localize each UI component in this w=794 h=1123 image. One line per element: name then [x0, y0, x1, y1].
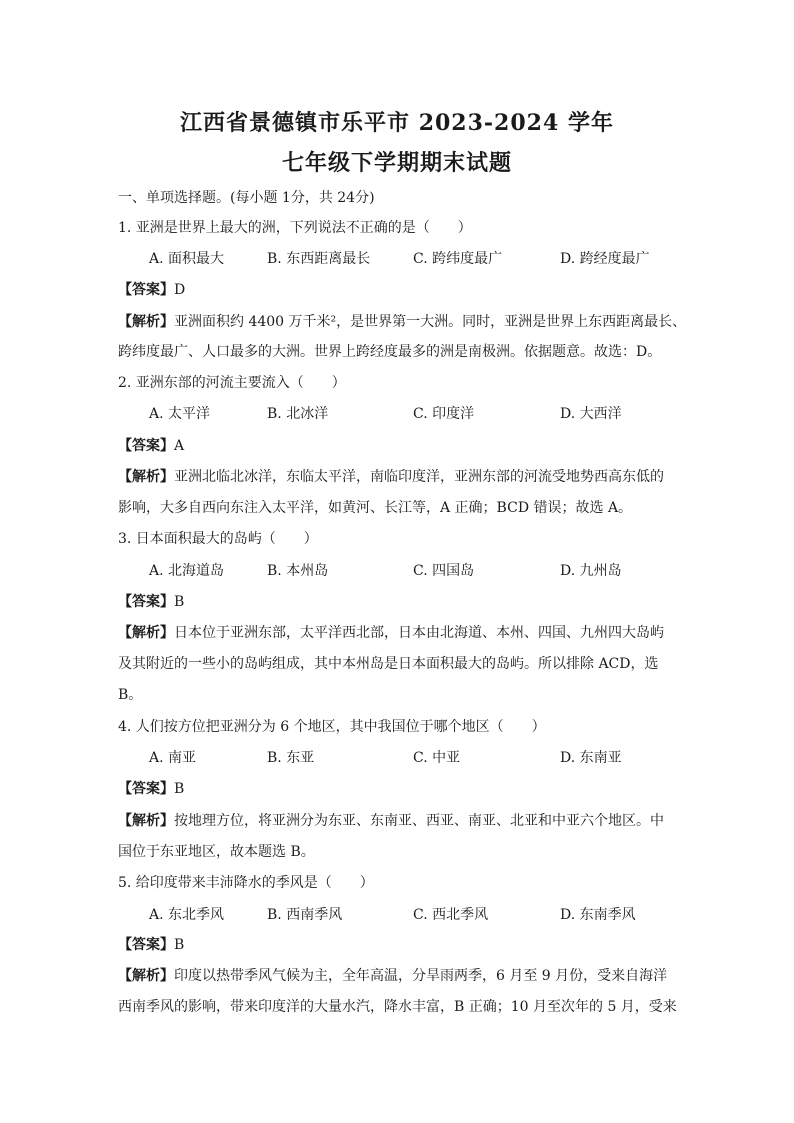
analysis-text: 亚洲北临北冰洋，东临太平洋，南临印度洋，亚洲东部的河流受地势西高东低的: [174, 469, 664, 485]
analysis-text: 及其附近的一些小的岛屿组成，其中本州岛是日本面积最大的岛屿。所以排除 ACD，选: [118, 656, 659, 672]
answer-label: 【答案】: [118, 937, 174, 953]
answer-value: B: [174, 937, 185, 953]
answer-label: 【答案】: [118, 282, 174, 298]
answer-label: 【答案】: [118, 438, 174, 454]
exam-subtitle: 七年级下学期期末试题: [281, 150, 512, 176]
option-c: C. 跨纬度最广: [413, 251, 503, 267]
answer-value: B: [174, 594, 185, 610]
analysis-text: 印度以热带季风气候为主，全年高温，分旱雨两季，6 月至 9 月份，受来自海洋: [174, 968, 668, 984]
analysis-line: [118, 312, 686, 332]
option-d: D. 东南季风: [560, 907, 636, 923]
option-d: D. 大西洋: [560, 406, 622, 422]
analysis-text: 日本位于亚洲东部，太平洋西北部，日本由北海道、本州、四国、九州四大岛屿: [174, 625, 664, 641]
analysis-line: [118, 467, 664, 487]
analysis-text: 按地理方位，将亚洲分为东亚、东南亚、西亚、南亚、北亚和中亚六个地区。中: [174, 813, 664, 829]
option-d: D. 跨经度最广: [560, 251, 650, 267]
answer-line: [118, 779, 184, 799]
option-b: B. 本州岛: [267, 563, 329, 579]
option-d: D. 东南亚: [560, 750, 622, 766]
analysis-text: 跨纬度最广、人口最多的大洲。世界上跨经度最多的洲是南极洲。依据题意。故选：D。: [118, 344, 662, 360]
option-c: C. 中亚: [413, 750, 461, 766]
analysis-text: B。: [118, 687, 143, 703]
question-stem: 5. 给印度带来丰沛降水的季风是（ ）: [118, 875, 374, 891]
analysis-label: 【解析】: [118, 813, 174, 829]
answer-line: [118, 592, 184, 612]
analysis-label: 【解析】: [118, 314, 174, 330]
analysis-text: 亚洲面积约 4400 万千米²，是世界第一大洲。同时，亚洲是世界上东西距离最长、: [174, 314, 687, 330]
option-b: B. 东亚: [267, 750, 315, 766]
analysis-line: [118, 966, 667, 986]
analysis-label: 【解析】: [118, 625, 174, 641]
analysis-line: [118, 811, 664, 831]
option-c: C. 印度洋: [413, 406, 475, 422]
answer-label: 【答案】: [118, 594, 174, 610]
option-b: B. 北冰洋: [267, 406, 329, 422]
question-stem: 4. 人们按方位把亚洲分为 6 个地区，其中我国位于哪个地区（ ）: [118, 719, 546, 735]
answer-line: [118, 436, 184, 456]
answer-value: B: [174, 781, 185, 797]
question-stem: 3. 日本面积最大的岛屿（ ）: [118, 531, 318, 547]
option-b: B. 西南季风: [267, 907, 343, 923]
answer-value: D: [174, 282, 186, 298]
analysis-label: 【解析】: [118, 968, 174, 984]
option-c: C. 四国岛: [413, 563, 475, 579]
option-b: B. 东西距离最长: [267, 251, 371, 267]
exam-title: 江西省景德镇市乐平市 2023-2024 学年: [180, 110, 614, 136]
option-d: D. 九州岛: [560, 563, 622, 579]
option-a: A. 太平洋: [149, 406, 211, 422]
answer-line: [118, 935, 184, 955]
analysis-text: 西南季风的影响，带来印度洋的大量水汽，降水丰富，B 正确；10 月至次年的 5 月，受来: [118, 999, 677, 1015]
analysis-text: 国位于东亚地区，故本题选 B。: [118, 844, 315, 860]
option-a: A. 东北季风: [149, 907, 225, 923]
answer-label: 【答案】: [118, 781, 174, 797]
option-a: A. 面积最大: [149, 251, 225, 267]
option-a: A. 北海道岛: [149, 563, 225, 579]
section-heading: 一、单项选择题。(每小题 1分，共 24分): [118, 190, 375, 206]
answer-line: [118, 280, 185, 300]
analysis-label: 【解析】: [118, 469, 174, 485]
question-stem: 2. 亚洲东部的河流主要流入（ ）: [118, 375, 346, 391]
analysis-text: 影响，大多自西向东注入太平洋，如黄河、长江等，A 正确；BCD 错误；故选 A。: [118, 500, 633, 516]
answer-value: A: [174, 438, 185, 454]
analysis-line: [118, 623, 664, 643]
question-stem: 1. 亚洲是世界上最大的洲，下列说法不正确的是（ ）: [118, 220, 472, 236]
option-c: C. 西北季风: [413, 907, 489, 923]
option-a: A. 南亚: [149, 750, 197, 766]
